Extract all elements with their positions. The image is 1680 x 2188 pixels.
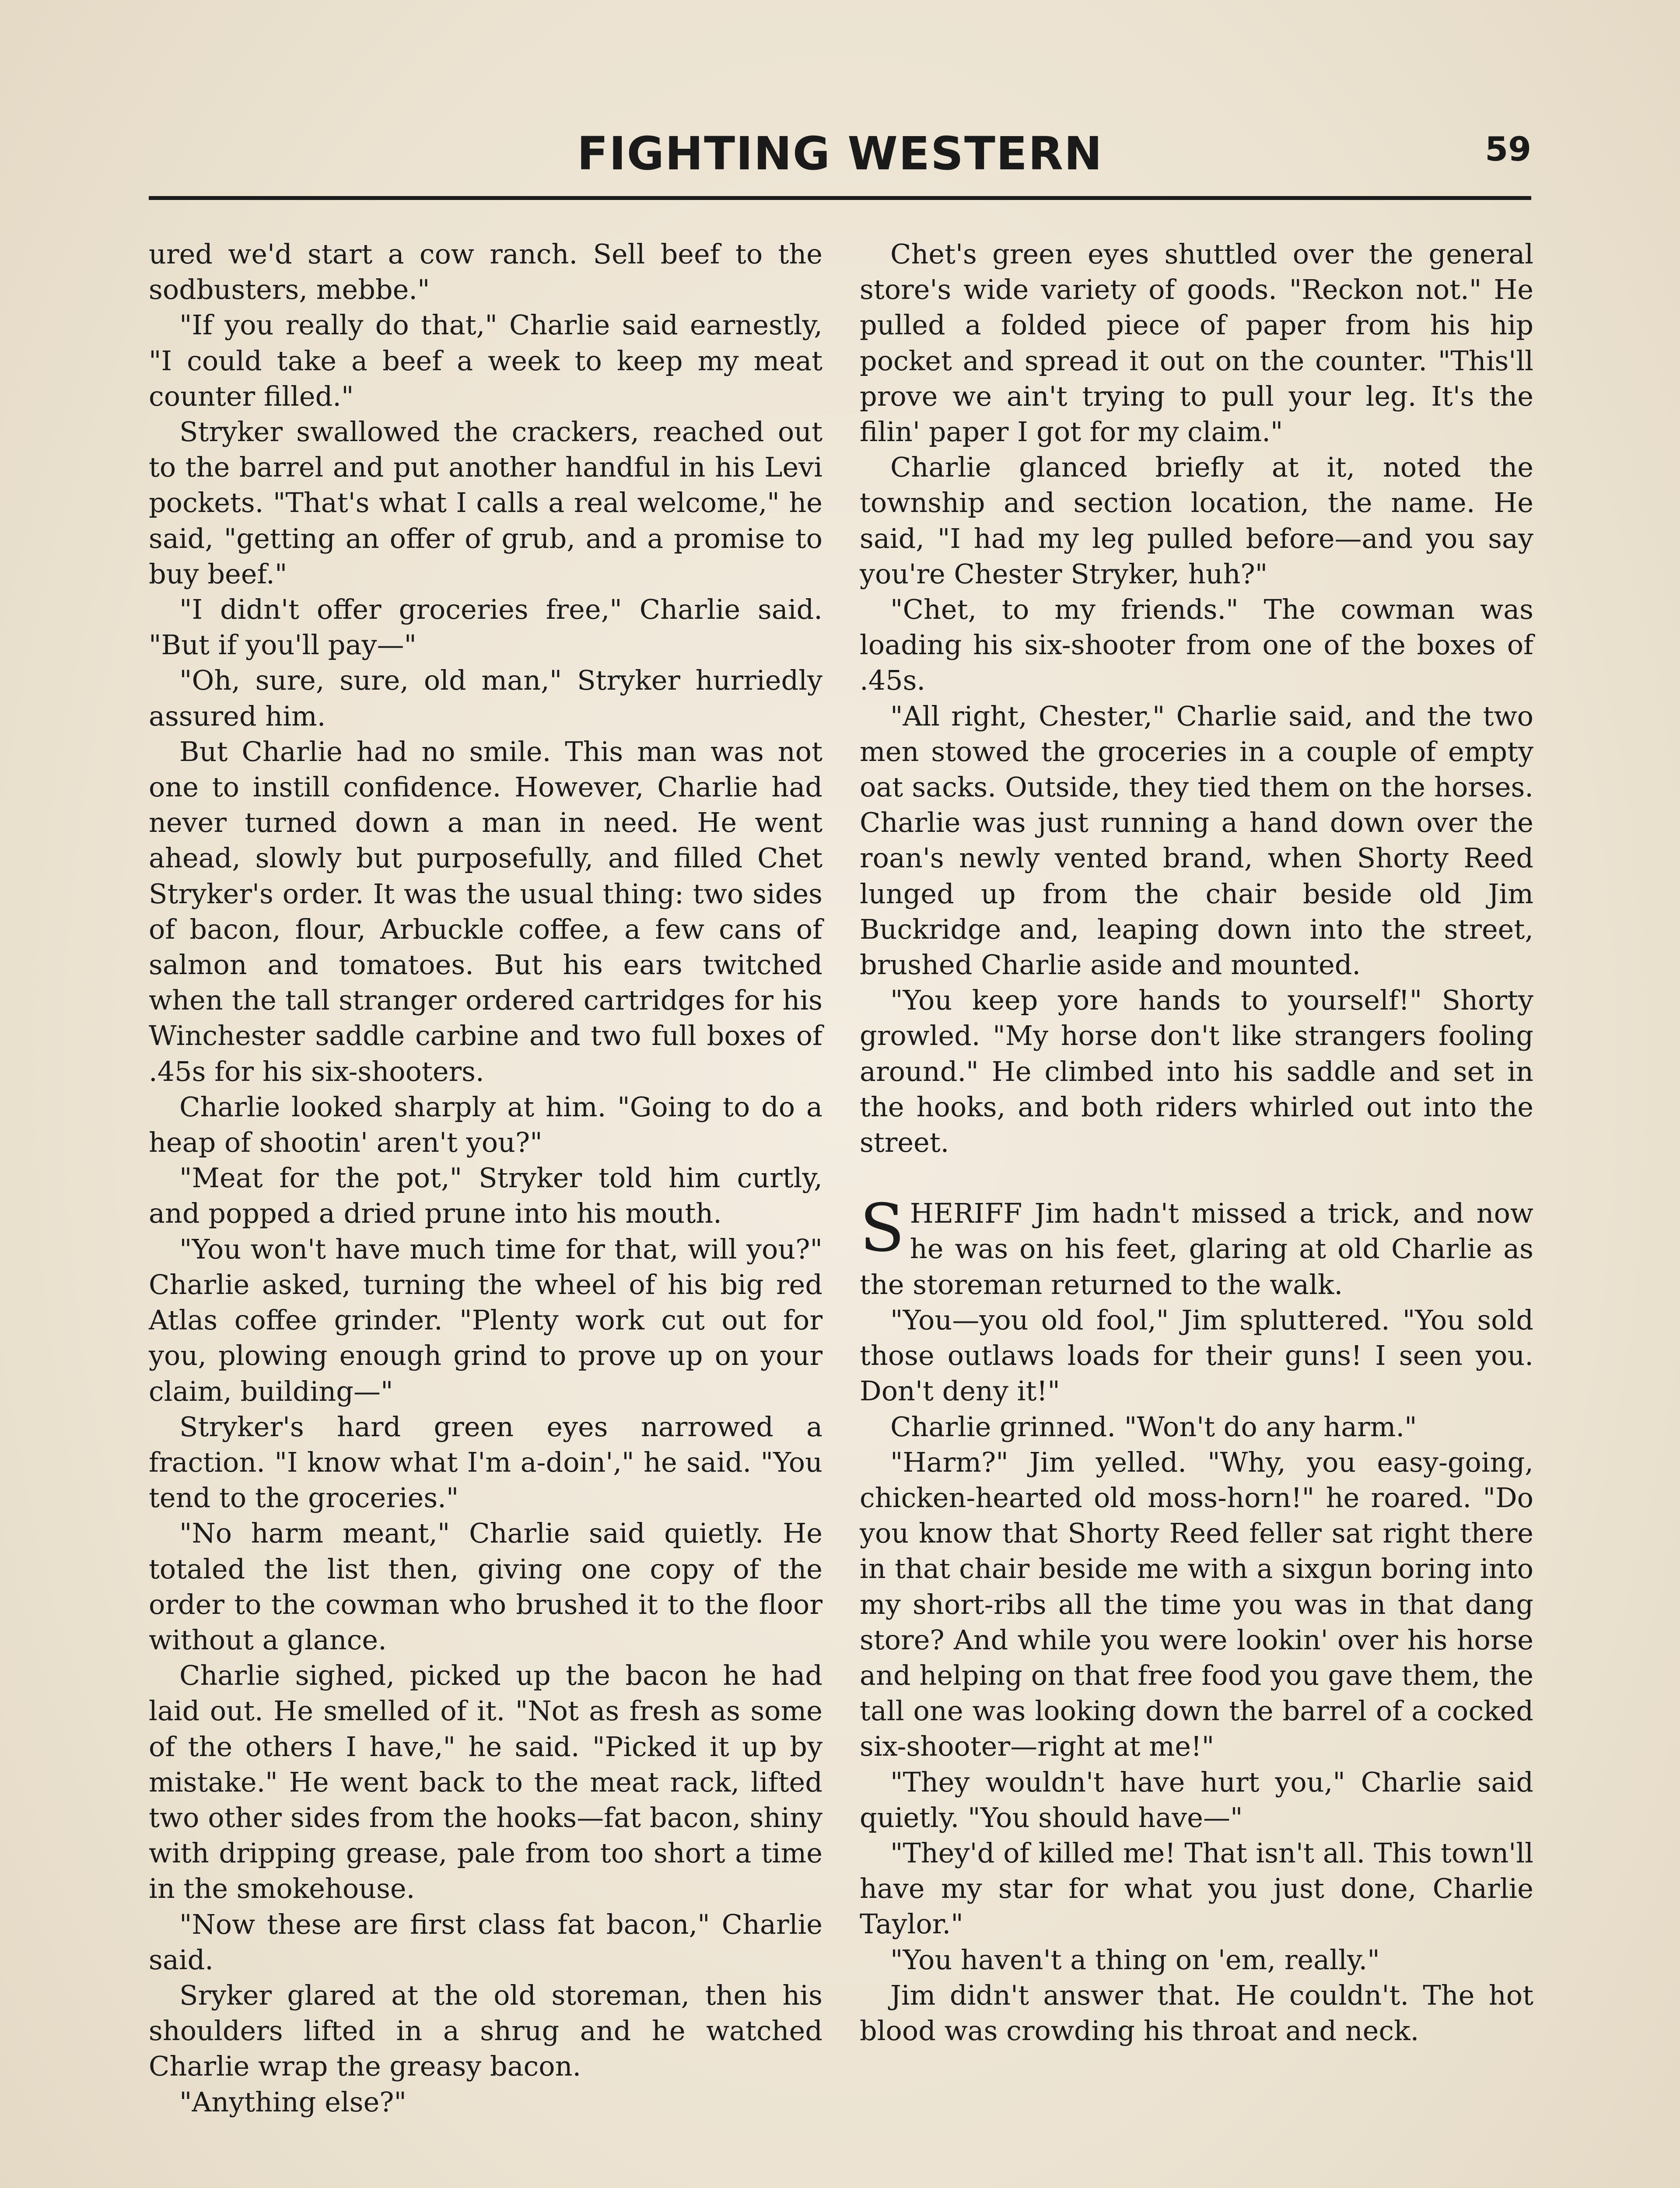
header-rule <box>149 196 1531 200</box>
paragraph: Jim didn't answer that. He couldn't. The hot blood was crowding his throat and neck. <box>860 1979 1533 2047</box>
paragraph: Charlie sighed, picked up the bacon he had laid out. He smelled of it. "Not as fresh as some of the others I have," he said. "Picked it up by mistake." He went back to the meat rack, lifted two other sides from the hooks—fat bacon, shiny with dripping grease, pale from too short a time in the smokehouse. <box>149 1659 822 1905</box>
paragraph: Stryker swallowed the crackers, reached out to the barrel and put another handful in his Levi pockets. "That's what I calls a real welcome," he said, "getting an offer of grub, and a promise to buy beef." <box>149 416 822 590</box>
paragraph: "You keep yore hands to yourself!" Shorty growled. "My horse don't like strangers fooling around." He climbed into his saddle and set in the hooks, and both riders whirled out into the street. <box>860 984 1533 1159</box>
paragraph: Chet's green eyes shuttled over the general store's wide variety of goods. "Reckon not." He pulled a folded piece of paper from his hip pocket and spread it out on the counter. "This'll prove we ain't trying to pull your leg. It's the filin' paper I got for my claim." <box>860 238 1533 448</box>
paragraph: "They wouldn't have hurt you," Charlie said quietly. "You should have—" <box>860 1766 1533 1834</box>
paragraph: "Chet, to my friends." The cowman was loading his six-shooter from one of the boxes of .45s. <box>860 593 1533 697</box>
paragraph: "They'd of killed me! That isn't all. This town'll have my star for what you just done, Charlie Taylor." <box>860 1837 1533 1940</box>
section-opening-text: HERIFF Jim hadn't missed a trick, and now he was on his feet, glaring at old Charlie as the storeman returned to the walk. <box>860 1197 1533 1301</box>
paragraph: "I didn't offer groceries free," Charlie said. "But if you'll pay—" <box>149 593 822 661</box>
page-header <box>149 127 1531 197</box>
magazine-title: FIGHTING WESTERN <box>577 127 1103 180</box>
paragraph: ured we'd start a cow ranch. Sell beef to the sodbusters, mebbe." <box>149 238 822 306</box>
paragraph: Sryker glared at the old storeman, then his shoulders lifted in a shrug and he watched Charlie wrap the greasy bacon. <box>149 1979 822 2083</box>
paragraph: "Meat for the pot," Stryker told him curtly, and popped a dried prune into his mouth. <box>149 1162 822 1230</box>
paragraph: Charlie glanced briefly at it, noted the township and section location, the name. He said, "I had my leg pulled before—and you say you're Chester Stryker, huh?" <box>860 451 1533 590</box>
right-column <box>860 236 1533 2048</box>
paragraph: "You haven't a thing on 'em, really." <box>890 1943 1380 1976</box>
paragraph: But Charlie had no smile. This man was not one to instill confidence. However, Charlie had never turned down a man in need. He went ahead, slowly but purposefully, and filled Chet Stryker's order. It was the usual thing: two sides of bacon, flour, Arbuckle coffee, a few cans of salmon and tomatoes. But his ears twitched when the tall stranger ordered cartridges for his Winchester saddle carbine and two full boxes of .45s for his six-shooters. <box>149 735 822 1087</box>
paragraph: "All right, Chester," Charlie said, and the two men stowed the groceries in a couple of empty oat sacks. Outside, they tied them on the horses. Charlie was just running a hand down over the roan's newly vented brand, when Shorty Reed lunged up from the chair beside old Jim Buckridge and, leaping down into the street, brushed Charlie aside and mounted. <box>860 700 1533 981</box>
paragraph: "No harm meant," Charlie said quietly. He totaled the list then, giving one copy of the order to the cowman who brushed it to the floor without a glance. <box>149 1517 822 1656</box>
paragraph: "You—you old fool," Jim spluttered. "You sold those outlaws loads for their guns! I seen you. Don't deny it!" <box>860 1304 1533 1407</box>
page-number: 59 <box>1485 130 1531 168</box>
paragraph: "Now these are first class fat bacon," Charlie said. <box>149 1908 822 1976</box>
paragraph: Stryker's hard green eyes narrowed a fraction. "I know what I'm a-doin'," he said. "You tend to the groceries." <box>149 1410 822 1514</box>
paragraph: "Anything else?" <box>179 2086 407 2118</box>
paragraph: "If you really do that," Charlie said earnestly, "I could take a beef a week to keep my meat counter filled." <box>149 309 822 412</box>
section-break <box>860 1160 1533 1196</box>
paragraph: "You won't have much time for that, will you?" Charlie asked, turning the wheel of his big red Atlas coffee grinder. "Plenty work cut out for you, plowing enough grind to prove up on your claim, building—" <box>149 1233 822 1407</box>
section-opening-paragraph <box>860 1190 1533 1302</box>
left-column <box>149 236 822 2120</box>
paragraph: "Oh, sure, sure, old man," Stryker hurriedly assured him. <box>149 664 822 732</box>
paragraph: Charlie looked sharply at him. "Going to do a heap of shootin' aren't you?" <box>149 1090 822 1159</box>
paragraph: Charlie grinned. "Won't do any harm." <box>890 1410 1417 1443</box>
paragraph: "Harm?" Jim yelled. "Why, you easy-going, chicken-hearted old moss-horn!" he roared. "Do you know that Shorty Reed feller sat right there in that chair beside me with a sixgun boring into my short-ribs all the time you was in that dang store? And while you were lookin' over his horse and helping on that free food you gave them, the tall one was looking down the barrel of a cocked six-shooter—right at me!" <box>860 1446 1533 1763</box>
drop-cap: S <box>860 1190 905 1267</box>
